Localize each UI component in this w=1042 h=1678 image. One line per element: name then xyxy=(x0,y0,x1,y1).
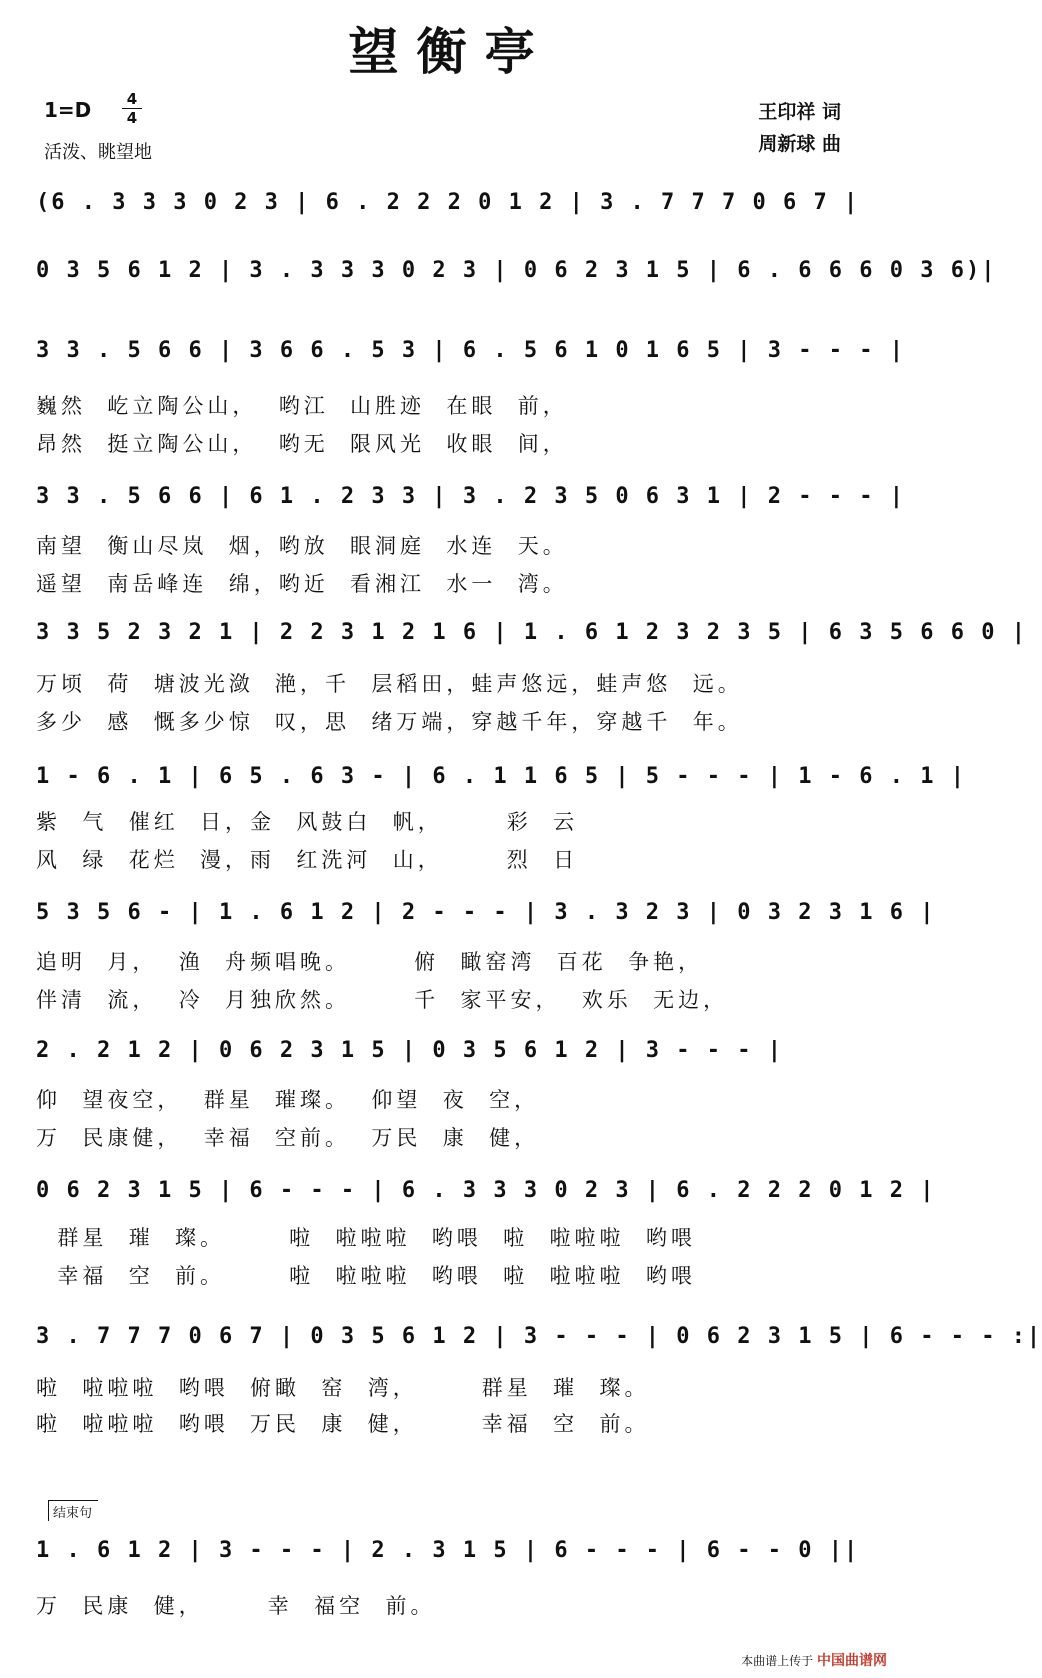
lyric-verse-2: 幸福 空 前。 啦 啦啦啦 哟喂 啦 啦啦啦 哟喂 xyxy=(36,1264,696,1288)
lyric-verse-1: 紫 气 催红 日，金 风鼓白 帆， 彩 云 xyxy=(36,810,579,834)
staff-line-10 xyxy=(36,1316,1042,1368)
lyric-verse-1: 巍然 屹立陶公山， 哟江 山胜迹 在眼 前， xyxy=(36,394,568,418)
notation: 3 3 5 2 3 2 1 | 2 2 3 1 2 1 6 | 1 . 6 1 2 3 2 3 5 | 6 3 5 6 6 0 | xyxy=(36,620,1027,645)
lyric-verse-1: 万顷 荷 塘波光潋 滟，千 层稻田，蛙声悠远，蛙声悠 远。 xyxy=(36,672,743,696)
notation: 0 3 5 6 1 2 | 3 . 3 3 3 0 2 3 | 0 6 2 3 1 5 | 6 . 6 6 6 0 3 6)| xyxy=(36,258,997,283)
lyric-ending: 万 民康 健， 幸 福空 前。 xyxy=(36,1594,436,1618)
staff-line-8 xyxy=(36,1030,868,1082)
source-credit xyxy=(741,1650,887,1670)
notation: 5 3 5 6 - | 1 . 6 1 2 | 2 - - - | 3 . 3 2 3 | 0 3 2 3 1 6 | xyxy=(36,900,936,925)
lyricist: 王印祥 词 xyxy=(758,101,841,123)
credits xyxy=(758,96,841,160)
lyric-verse-2: 昂然 挺立陶公山， 哟无 限风光 收眼 间， xyxy=(36,432,568,456)
staff-line-4 xyxy=(36,476,905,528)
notation: 1 . 6 1 2 | 3 - - - | 2 . 3 1 5 | 6 - - - | 6 - - 0 || xyxy=(36,1538,860,1563)
composer: 周新球 曲 xyxy=(758,133,841,155)
lyric-verse-1: 啦 啦啦啦 哟喂 俯瞰 窑 湾， 群星 璀 璨。 xyxy=(36,1376,650,1400)
lyric-verse-1: 群星 璀 璨。 啦 啦啦啦 哟喂 啦 啦啦啦 哟喂 xyxy=(36,1226,696,1250)
song-title: 望衡亭 xyxy=(348,23,553,81)
staff-line-5 xyxy=(36,612,1027,664)
lyric-verse-1: 仰 望夜空， 群星 璀璨。 仰望 夜 空， xyxy=(36,1088,540,1112)
lyric-verse-2: 多少 感 慨多少惊 叹，思 绪万端，穿越千年，穿越千 年。 xyxy=(36,710,743,734)
lyric-verse-2: 啦 啦啦啦 哟喂 万民 康 健， 幸福 空 前。 xyxy=(36,1412,650,1436)
staff-line-9 xyxy=(36,1170,936,1222)
time-denominator: 4 xyxy=(126,109,138,127)
lyric-verse-1: 追明 月， 渔 舟频唱晚。 俯 瞰窑湾 百花 争艳， xyxy=(36,950,704,974)
notation: (6 . 3 3 3 0 2 3 | 6 . 2 2 2 0 1 2 | 3 . 7 7 7 0 6 7 | xyxy=(36,190,860,215)
time-numerator: 4 xyxy=(126,90,138,108)
staff-line-6 xyxy=(36,756,966,808)
staff-line-3 xyxy=(36,330,905,382)
time-signature xyxy=(122,90,142,127)
notation: 2 . 2 1 2 | 0 6 2 3 1 5 | 0 3 5 6 1 2 | 3 - - - | xyxy=(36,1038,784,1063)
staff-line-2 xyxy=(36,250,997,302)
lyric-verse-1: 南望 衡山尽岚 烟，哟放 眼洞庭 水连 天。 xyxy=(36,534,568,558)
lyric-verse-2: 风 绿 花烂 漫，雨 红洗河 山， 烈 日 xyxy=(36,848,579,872)
lyric-verse-2: 遥望 南岳峰连 绵，哟近 看湘江 水一 湾。 xyxy=(36,572,568,596)
site-logo: 中国曲谱网 xyxy=(817,1653,887,1669)
lyric-verse-2: 伴清 流， 冷 月独欣然。 千 家平安， 欢乐 无边， xyxy=(36,988,729,1012)
source-credit-prefix: 本曲谱上传于 xyxy=(741,1654,814,1668)
staff-line-11 xyxy=(36,1530,868,1582)
staff-line-7 xyxy=(36,892,936,944)
notation: 3 . 7 7 7 0 6 7 | 0 3 5 6 1 2 | 3 - - - | 0 6 2 3 1 5 | 6 - - - :| xyxy=(36,1324,1042,1349)
ending-label: 结束句 xyxy=(48,1500,98,1521)
tempo-marking: 活泼、眺望地 xyxy=(44,142,152,163)
notation: 3 3 . 5 6 6 | 3 6 6 . 5 3 | 6 . 5 6 1 0 1 6 5 | 3 - - - | xyxy=(36,338,905,363)
notation: 0 6 2 3 1 5 | 6 - - - | 6 . 3 3 3 0 2 3 | 6 . 2 2 2 0 1 2 | xyxy=(36,1178,936,1203)
notation: 3 3 . 5 6 6 | 6 1 . 2 3 3 | 3 . 2 3 5 0 6 3 1 | 2 - - - | xyxy=(36,484,905,509)
staff-line-1 xyxy=(36,182,868,234)
lyric-verse-2: 万 民康健， 幸福 空前。 万民 康 健， xyxy=(36,1126,540,1150)
notation: 1 - 6 . 1 | 6 5 . 6 3 - | 6 . 1 1 6 5 | 5 - - - | 1 - 6 . 1 | xyxy=(36,764,966,789)
key-signature: 1=D xyxy=(44,98,92,122)
